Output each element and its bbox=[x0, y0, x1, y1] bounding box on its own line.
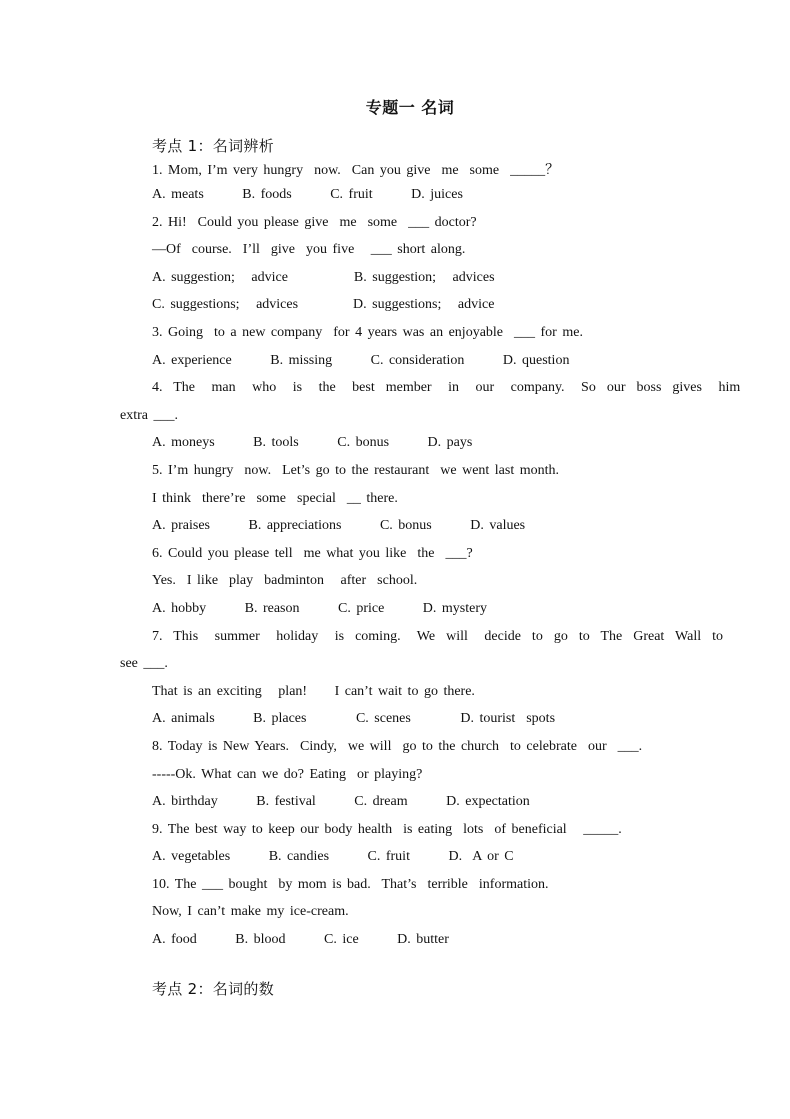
options-10: A. food B. blood C. ice D. butter bbox=[152, 932, 449, 947]
question-1: 1. Mom, I’m very hungry now. Can you give me some _____？ bbox=[152, 163, 560, 178]
question-8: 8. Today is New Years. Cindy, we will go to the church to celebrate our ___. bbox=[152, 739, 643, 754]
dialogue-line: —Of course. I’ll give you five ___ short along. bbox=[152, 242, 466, 257]
question-10: 10. The ___ bought by mom is bad. That’s terrible information. bbox=[152, 877, 549, 892]
question-4: 4. The man who is the best member in our company. So our boss gives him bbox=[152, 380, 741, 395]
options-2b: C. suggestions; advices D. suggestions; advice bbox=[152, 297, 495, 312]
question-7-cont: see ___. bbox=[120, 656, 168, 671]
options-7: A. animals B. places C. scenes D. tourist spots bbox=[152, 711, 556, 726]
question-6: 6. Could you please tell me what you like the ___? bbox=[152, 546, 473, 561]
options-8: A. birthday B. festival C. dream D. expectation bbox=[152, 794, 530, 809]
question-4-cont: extra ___. bbox=[120, 408, 178, 423]
options-2a: A. suggestion; advice B. suggestion; advices bbox=[152, 270, 495, 285]
options-1: A. meats B. foods C. fruit D. juices bbox=[152, 187, 463, 202]
dialogue-line: -----Ok. What can we do? Eating or playing? bbox=[152, 767, 423, 782]
dialogue-line: That is an exciting plan! I can’t wait to go there. bbox=[152, 684, 475, 699]
section-heading-1: 考点 1：名词辨析 bbox=[152, 137, 275, 155]
dialogue-line: I think there’re some special __ there. bbox=[152, 491, 398, 506]
page-title: 专题一 名词 bbox=[365, 98, 455, 117]
question-3: 3. Going to a new company for 4 years was an enjoyable ___ for me. bbox=[152, 325, 583, 340]
question-7: 7. This summer holiday is coming. We will decide to go to The Great Wall to bbox=[152, 629, 724, 644]
dialogue-line: Now, I can’t make my ice-cream. bbox=[152, 904, 349, 919]
section-heading-2: 考点 2：名词的数 bbox=[152, 980, 275, 998]
options-4: A. moneys B. tools C. bonus D. pays bbox=[152, 435, 473, 450]
dialogue-line: Yes. I like play badminton after school. bbox=[152, 573, 418, 588]
options-5: A. praises B. appreciations C. bonus D. values bbox=[152, 518, 526, 533]
question-5: 5. I’m hungry now. Let’s go to the restaurant we went last month. bbox=[152, 463, 560, 478]
question-2: 2. Hi! Could you please give me some ___ doctor? bbox=[152, 215, 477, 230]
question-9: 9. The best way to keep our body health is eating lots of beneficial _____. bbox=[152, 822, 622, 837]
options-9: A. vegetables B. candies C. fruit D. A or C bbox=[152, 849, 514, 864]
options-6: A. hobby B. reason C. price D. mystery bbox=[152, 601, 488, 616]
options-3: A. experience B. missing C. consideration D. question bbox=[152, 353, 570, 368]
